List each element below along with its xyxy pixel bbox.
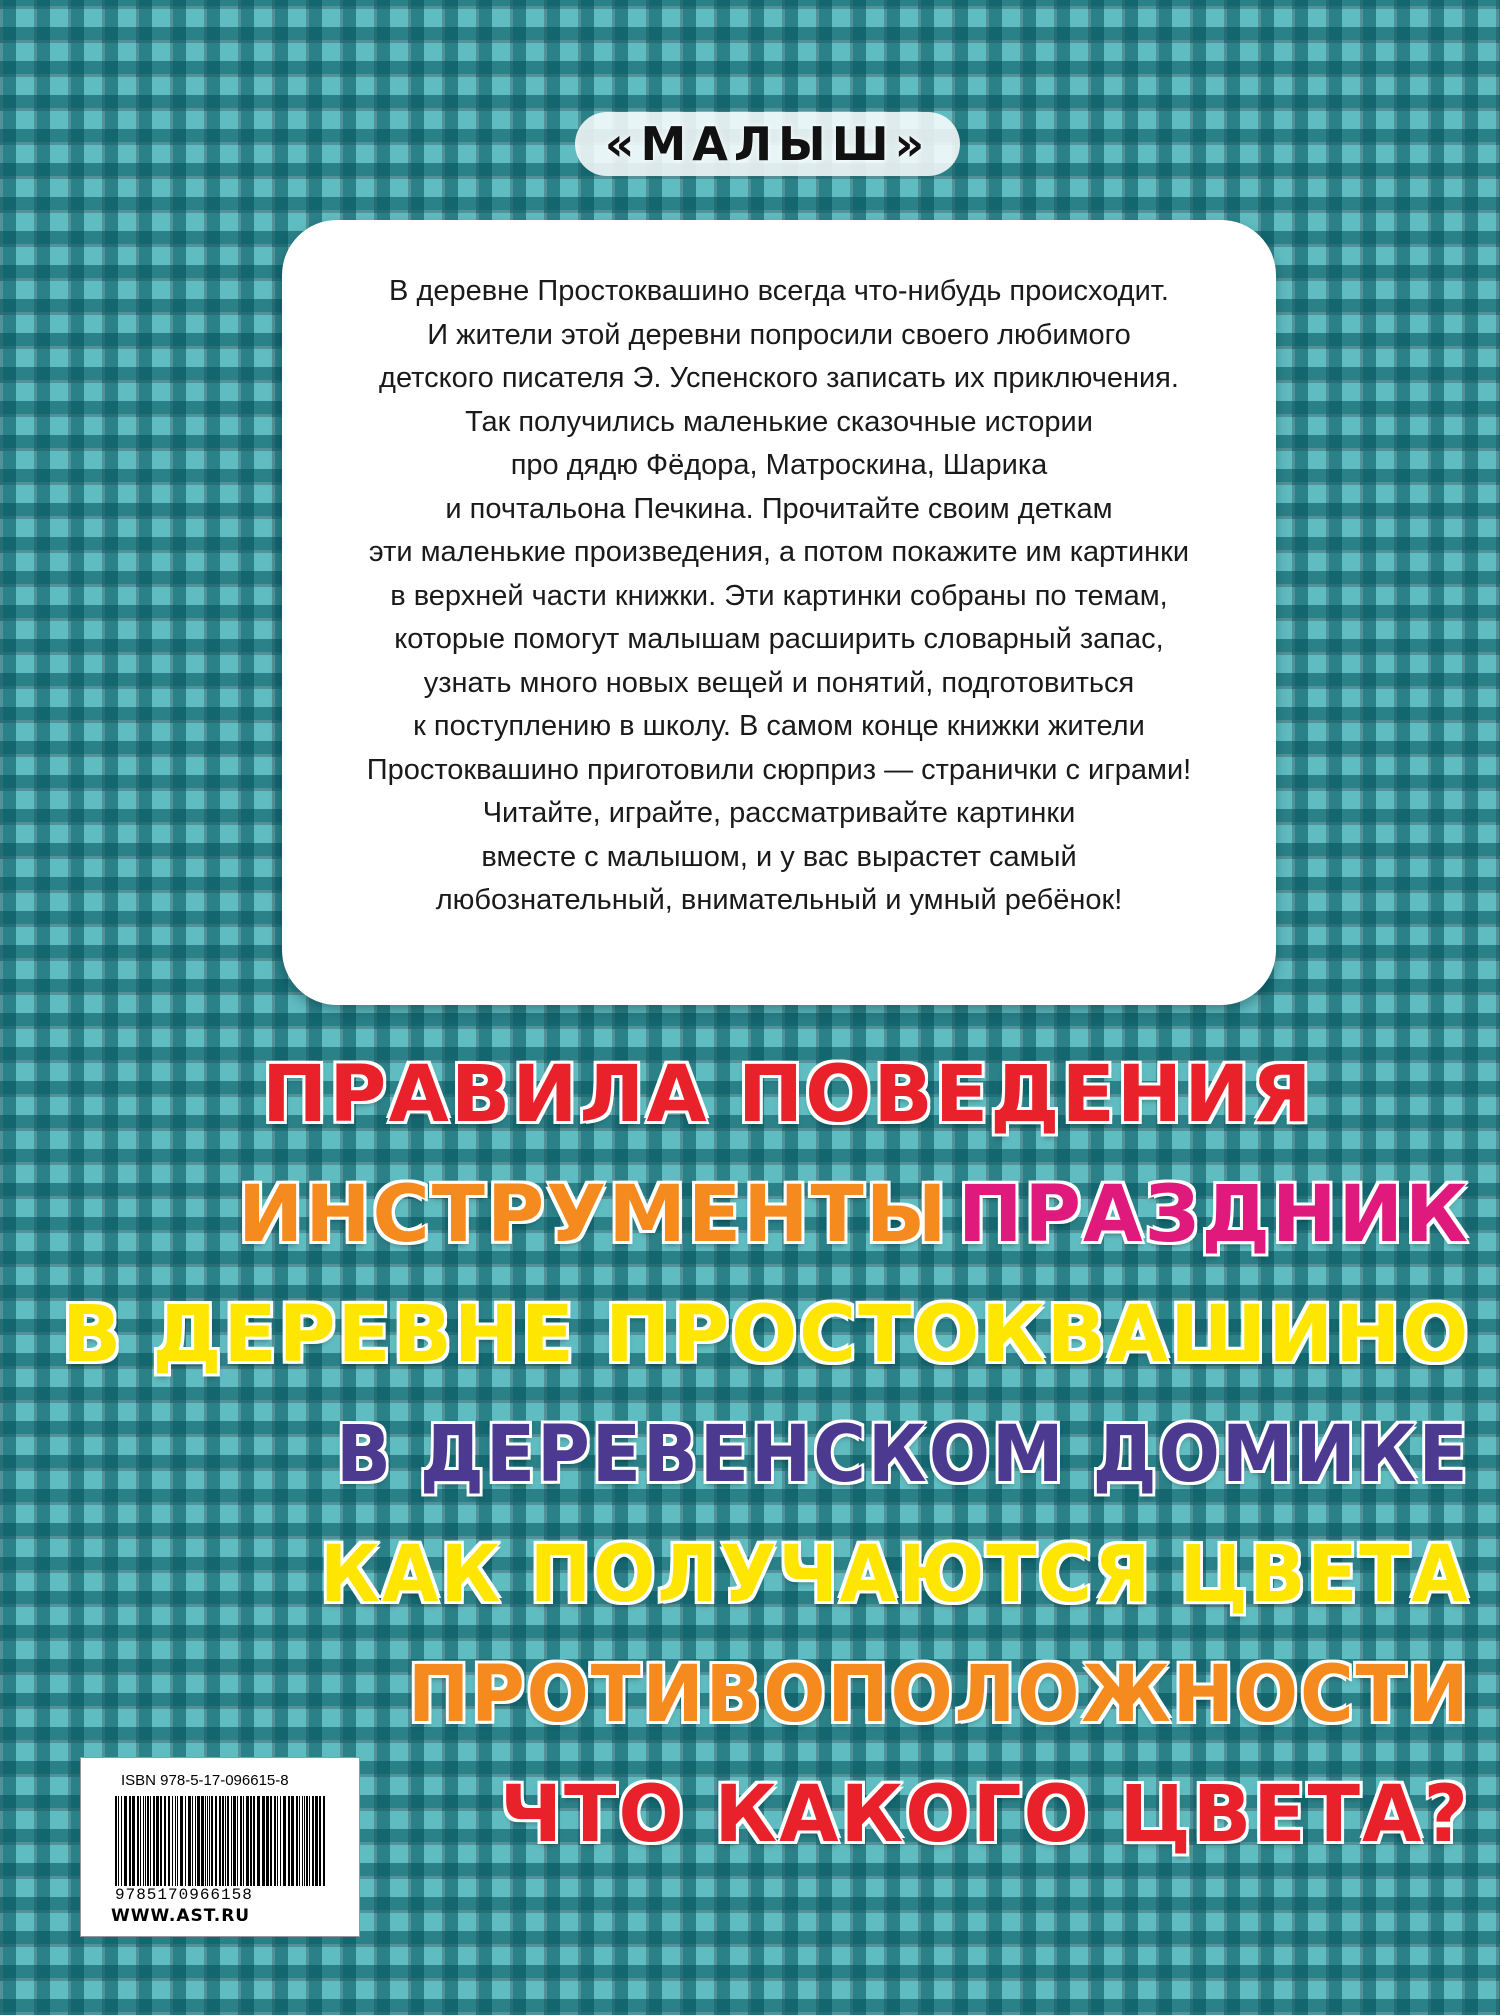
barcode-bar xyxy=(323,1796,325,1886)
topic-house: В ДЕРЕВЕНСКОМ ДОМИКЕ xyxy=(336,1410,1470,1500)
topic-village: В ДЕРЕВНЕ ПРОСТОКВАШИНО xyxy=(62,1290,1471,1380)
description-line: эти маленькие произведения, а потом покажите им картинки xyxy=(368,536,1190,568)
barcode-bar xyxy=(222,1796,224,1886)
barcode-bar xyxy=(121,1796,122,1886)
barcode-bar xyxy=(192,1796,193,1886)
barcode-bar xyxy=(237,1796,238,1886)
barcode-bar xyxy=(291,1796,294,1886)
barcode-bar xyxy=(296,1796,298,1886)
topic-tools: ИНСТРУМЕНТЫ xyxy=(238,1170,949,1260)
barcode-bar xyxy=(201,1796,204,1886)
barcode-bar xyxy=(257,1796,260,1886)
barcode-bar xyxy=(147,1796,149,1886)
barcode-bar xyxy=(172,1796,173,1886)
description-text xyxy=(282,270,1276,923)
barcode-bar xyxy=(215,1796,217,1886)
topic-what-color: ЧТО КАКОГО ЦВЕТА? xyxy=(500,1770,1470,1860)
barcode-bar xyxy=(153,1796,155,1886)
barcode-bar xyxy=(266,1796,269,1886)
barcode-bar xyxy=(319,1796,321,1886)
description-line: про дядю Фёдора, Матроскина, Шарика xyxy=(510,449,1048,481)
barcode-bar xyxy=(270,1796,272,1886)
barcode-bar xyxy=(118,1796,119,1886)
topic-holiday: ПРАЗДНИК xyxy=(958,1170,1471,1260)
description-line: узнать много новых вещей и понятий, подготовиться xyxy=(423,666,1135,699)
barcode-bar xyxy=(185,1796,186,1886)
barcode-bar xyxy=(137,1796,139,1886)
barcode-bar xyxy=(280,1796,281,1886)
barcode-bar xyxy=(262,1796,265,1886)
description-line: Простоквашино приготовили сюрприз — странички с играми! xyxy=(366,753,1192,786)
malysh-logo: «МАЛЫШ» xyxy=(575,112,960,176)
barcode-bar xyxy=(309,1796,310,1886)
barcode-bar xyxy=(156,1796,159,1886)
description-panel xyxy=(282,220,1276,1005)
barcode-bar xyxy=(250,1796,252,1886)
barcode-bar xyxy=(205,1796,206,1886)
barcode-bar xyxy=(315,1796,318,1886)
barcode-bar xyxy=(246,1796,249,1886)
description-line: любознательный, внимательный и умный ребёнок! xyxy=(435,884,1123,916)
description-line: вместе с малышом, и у вас вырастет самый xyxy=(481,840,1077,873)
topic-colors: КАК ПОЛУЧАЮТСЯ ЦВЕТА xyxy=(320,1530,1470,1620)
barcode-bar xyxy=(211,1796,213,1886)
topic-opposites: ПРОТИВОПОЛОЖНОСТИ xyxy=(408,1650,1471,1740)
barcode-bar xyxy=(302,1796,303,1886)
barcode-bar xyxy=(288,1796,290,1886)
isbn-block xyxy=(80,1757,360,1937)
barcode-bar xyxy=(129,1796,131,1886)
barcode-bar xyxy=(188,1796,191,1886)
barcode-bar xyxy=(160,1796,162,1886)
barcode-bar xyxy=(243,1796,244,1886)
description-line: детского писателя Э. Успенского записать их приключения. xyxy=(379,362,1179,394)
barcode-bar xyxy=(209,1796,210,1886)
barcode-bar xyxy=(240,1796,242,1886)
barcode-bar xyxy=(143,1796,144,1886)
barcode-bar xyxy=(197,1796,200,1886)
isbn-label: ISBN 978-5-17-096615-8 xyxy=(121,1772,289,1789)
barcode-bar xyxy=(253,1796,255,1886)
barcode-digits: 9785170966158 xyxy=(115,1886,253,1904)
barcode-bar xyxy=(274,1796,276,1886)
barcode-bar xyxy=(299,1796,300,1886)
barcode-bar xyxy=(180,1796,183,1886)
barcode-bar xyxy=(140,1796,141,1886)
description-line: Так получились маленькие сказочные истории xyxy=(465,405,1093,438)
website-link: WWW.AST.RU xyxy=(111,1906,251,1926)
barcode-image xyxy=(113,1796,329,1886)
barcode-bar xyxy=(150,1796,151,1886)
description-line: которые помогут малышам расширить словарный запас, xyxy=(394,623,1164,655)
barcode-bar xyxy=(145,1796,146,1886)
barcode-bar xyxy=(168,1796,170,1886)
barcode-bar xyxy=(283,1796,286,1886)
barcode-bar xyxy=(225,1796,226,1886)
barcode-bar xyxy=(227,1796,229,1886)
description-line: и почтальона Печкина. Прочитайте своим деткам xyxy=(445,492,1113,525)
barcode-bar xyxy=(164,1796,166,1886)
description-line: в верхней части книжки. Эти картинки собраны по темам, xyxy=(390,579,1168,612)
barcode-bar xyxy=(277,1796,278,1886)
barcode-bar xyxy=(233,1796,236,1886)
barcode-bar xyxy=(177,1796,178,1886)
description-line: Читайте, играйте, рассматривайте картинки xyxy=(482,797,1076,829)
barcode-bar xyxy=(304,1796,305,1886)
barcode-bar xyxy=(132,1796,135,1886)
barcode-bar xyxy=(207,1796,208,1886)
topic-rules: ПРАВИЛА ПОВЕДЕНИЯ xyxy=(262,1050,1314,1140)
barcode-bar xyxy=(175,1796,176,1886)
description-line: И жители этой деревни попросили своего любимого xyxy=(427,318,1131,351)
barcode-bar xyxy=(312,1796,314,1886)
description-line: к поступлению в школу. В самом конце книжки жители xyxy=(413,710,1145,742)
barcode-bar xyxy=(124,1796,127,1886)
barcode-bar xyxy=(195,1796,196,1886)
description-line: В деревне Простоквашино всегда что-нибудь происходит. xyxy=(389,275,1169,307)
barcode-bar xyxy=(115,1796,117,1886)
barcode-bar xyxy=(219,1796,221,1886)
barcode-bar xyxy=(231,1796,232,1886)
barcode-bar xyxy=(306,1796,308,1886)
